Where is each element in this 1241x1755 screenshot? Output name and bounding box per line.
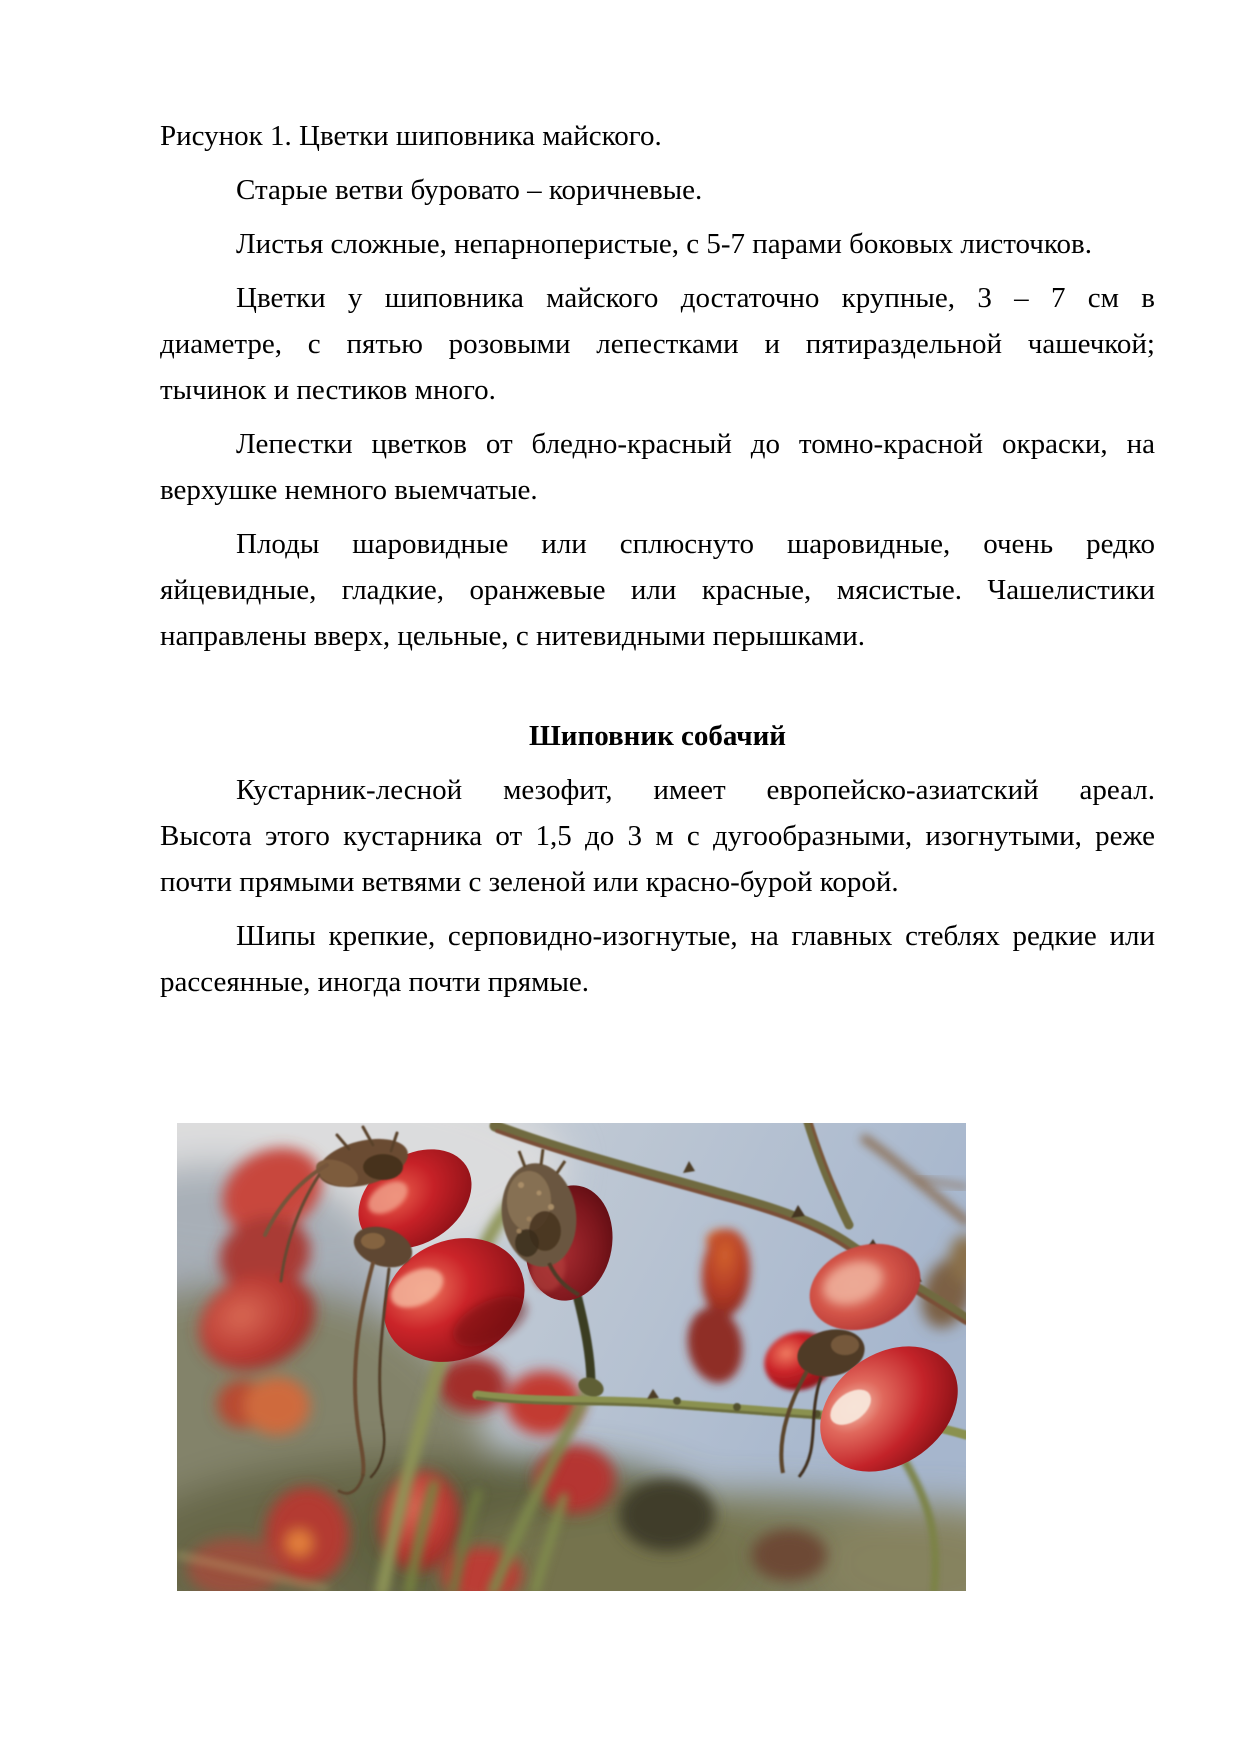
text-line: тычинок и пестиков много.: [160, 374, 496, 406]
text-line: Кустарник-лесной мезофит, имеет европейско-азиатский ареал.: [236, 774, 1155, 806]
text-line: Старые ветви буровато – коричневые.: [236, 174, 703, 206]
text-line: Лепестки цветков от бледно-красный до томно-красной окраски, на: [236, 428, 1155, 460]
paragraph: [160, 421, 1155, 513]
text-line: направлены вверх, цельные, с нитевидными перышками.: [160, 620, 866, 652]
text-line: Шипы крепкие, серповидно-изогнутые, на главных стеблях редкие или: [236, 920, 1155, 952]
paragraph: [160, 275, 1155, 413]
section-heading: Шиповник собачий: [528, 720, 787, 752]
text-line: Цветки у шиповника майского достаточно крупные, 3 – 7 см в: [236, 282, 1155, 314]
rosehip-photo-art: [177, 1123, 966, 1591]
text-line: Плоды шаровидные или сплюснуто шаровидные, очень редко: [236, 528, 1155, 560]
paragraph: [160, 167, 1155, 213]
paragraph: [160, 521, 1155, 659]
text-line: Высота этого кустарника от 1,5 до 3 м с дугообразными, изогнутыми, реже: [160, 820, 1155, 852]
text-line: диаметре, с пятью розовыми лепестками и пятираздельной чашечкой;: [160, 328, 1155, 360]
paragraph: [160, 913, 1155, 1005]
text-line: рассеянные, иногда почти прямые.: [160, 966, 590, 998]
document-content: [160, 113, 1155, 1013]
text-line: Рисунок 1. Цветки шиповника майского.: [160, 120, 662, 152]
rosehip-photo: [177, 1123, 966, 1591]
text-line: почти прямыми ветвями с зеленой или красно-бурой корой.: [160, 866, 899, 898]
paragraph: [160, 113, 1155, 159]
paragraph: [160, 221, 1155, 267]
text-line: Листья сложные, непарноперистые, с 5-7 парами боковых листочков.: [236, 228, 1092, 260]
text-line: верхушке немного выемчатые.: [160, 474, 538, 506]
text-line: яйцевидные, гладкие, оранжевые или красные, мясистые. Чашелистики: [160, 574, 1155, 606]
paragraph: [160, 767, 1155, 905]
